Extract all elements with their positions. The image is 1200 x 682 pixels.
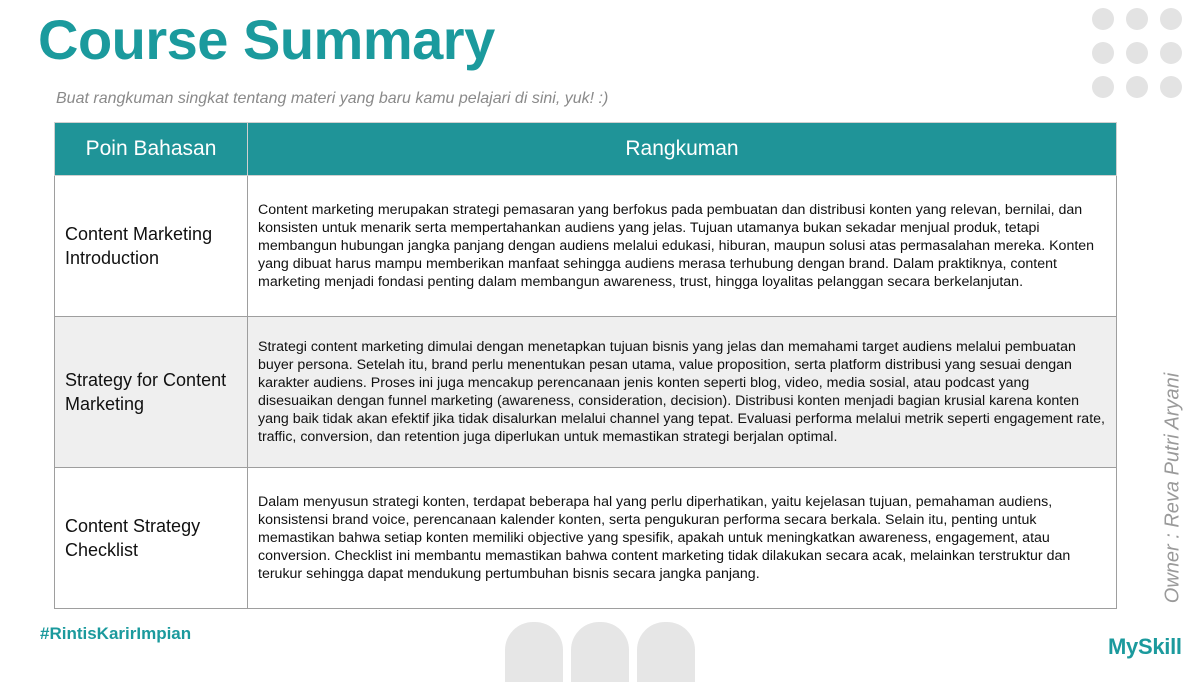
table-row — [55, 317, 1117, 468]
table-row — [55, 176, 1117, 317]
decorative-tab — [505, 622, 563, 682]
decorative-tab — [571, 622, 629, 682]
page-title: Course Summary — [38, 8, 495, 71]
owner-label: Owner : Reva Putri Aryani — [1161, 372, 1184, 604]
table-row — [55, 468, 1117, 609]
header-rangkuman: Rangkuman — [248, 123, 1117, 176]
dot — [1160, 76, 1182, 98]
decorative-tab — [637, 622, 695, 682]
header-poin-bahasan: Poin Bahasan — [55, 123, 248, 176]
table-header-row — [55, 123, 1117, 176]
topic-cell: Strategy for Content Marketing — [55, 317, 248, 468]
summary-cell: Strategi content marketing dimulai dengan menetapkan tujuan bisnis yang jelas dan memahami target audiens melalui pembuatan buyer persona. Setelah itu, brand perlu menentukan pesan utama, value proposition, serta platform distribusi yang sesuai dengan karakter audiens. Proses ini juga mencakup perencanaan jenis konten seperti blog, video, media sosial, atau podcast yang disesuaikan dengan funnel marketing (awareness, consideration, decision). Distribusi konten menjadi bagian krusial karena konten yang baik tidak akan efektif jika tidak disalurkan melalui channel yang tepat. Evaluasi performa melalui metrik seperti engagement rate, traffic, conversion, dan retention juga diperlukan untuk memastikan strategi berjalan optimal. — [248, 317, 1117, 468]
decorative-dots — [1092, 8, 1182, 98]
topic-cell: Content Marketing Introduction — [55, 176, 248, 317]
summary-cell: Dalam menyusun strategi konten, terdapat beberapa hal yang perlu diperhatikan, yaitu kejelasan tujuan, pemahaman audiens, konsistensi brand voice, perencanaan kalender konten, serta pengukuran performa secara berkala. Selain itu, penting untuk memastikan bahwa setiap konten memiliki objective yang spesifik, apakah untuk meningkatkan awareness, engagement, atau conversion. Checklist ini membantu memastikan bahwa content marketing tidak dilakukan secara acak, melainkan terstruktur dan terukur sehingga dapat mendukung pertumbuhan bisnis secara jangka panjang. — [248, 468, 1117, 609]
myskill-logo: MySkill — [1108, 634, 1182, 659]
dot — [1092, 8, 1114, 30]
dot — [1092, 76, 1114, 98]
summary-cell: Content marketing merupakan strategi pemasaran yang berfokus pada pembuatan dan distribusi konten yang relevan, bernilai, dan konsisten untuk menarik serta mempertahankan audiens yang jelas. Tujuan utamanya bukan sekadar menjual produk, tetapi membangun hubungan jangka panjang dengan audiens melalui edukasi, hiburan, maupun solusi atas permasalahan mereka. Konten yang dibuat harus mampu memberikan manfaat sehingga audiens merasa terhubung dengan brand. Dalam praktiknya, content marketing menjadi fondasi penting dalam membangun awareness, trust, hingga loyalitas pelanggan secara berkelanjutan. — [248, 176, 1117, 317]
dot — [1092, 42, 1114, 64]
topic-cell: Content Strategy Checklist — [55, 468, 248, 609]
page-subtitle: Buat rangkuman singkat tentang materi yang baru kamu pelajari di sini, yuk! :) — [56, 90, 609, 107]
dot — [1126, 8, 1148, 30]
summary-table — [54, 122, 1117, 609]
dot — [1160, 42, 1182, 64]
dot — [1126, 76, 1148, 98]
hashtag: #RintisKarirImpian — [40, 624, 192, 643]
dot — [1126, 42, 1148, 64]
dot — [1160, 8, 1182, 30]
